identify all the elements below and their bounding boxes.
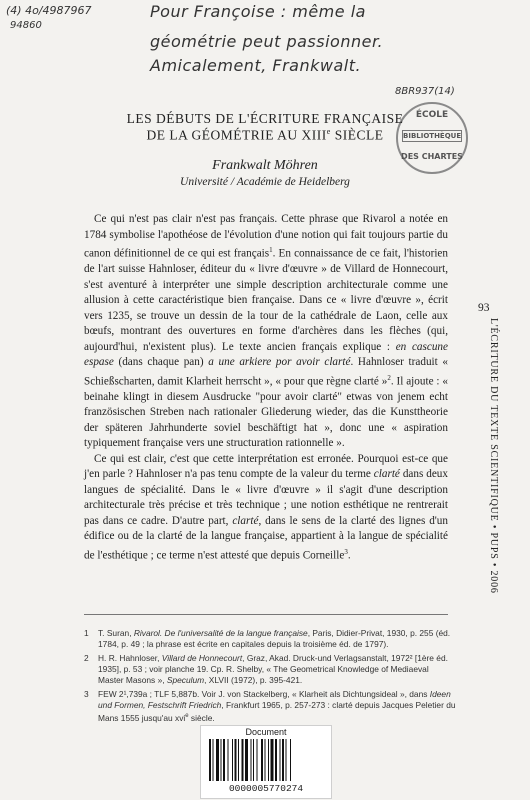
barcode-number: 0000005770274	[228, 783, 304, 794]
running-head: L'ÉCRITURE DU TEXTE SCIENTIFIQUE • PUPS • 2006	[488, 318, 499, 594]
footnote-2: 2 H. R. Hahnloser, Villard de Honnecourt, Graz, Akad. Druck-und Verlagsanstalt, 1972² [1ère éd. 1935], p. 53 ; voir planche 19. Cp. R. Shelby, « The Geometrical Knowledge of Mediaeval Master Masons », Speculum, XLVII (1972), p. 395-421.	[84, 653, 448, 685]
article-title-line-2: DE LA GÉOMÉTRIE AU XIIIe SIÈCLE	[146, 127, 384, 143]
shelfmark-right: 8BR937(14)	[395, 86, 455, 97]
author-name: Frankwalt Möhren	[212, 158, 318, 173]
barcode-label	[200, 725, 332, 799]
footnotes	[84, 628, 456, 727]
footnote-3: 3 FEW 2¹,739a ; TLF 5,887b. Voir J. von Stackelberg, « Klarheit als Dichtungsideal », dans Ideen und Formen, Festschrift Friedrich, Frankfurt 1965, p. 257-273 : clarté depuis Jacques Peletier du Mans 1555 jusqu'au xvi$^e$ siècle.	[84, 689, 456, 723]
article-title-line-1: LES DÉBUTS DE L'ÉCRITURE FRANÇAISE	[126, 111, 404, 126]
shelfmark-second: 94860	[10, 20, 42, 31]
dedication-line-2: géométrie peut passionner.	[150, 32, 384, 51]
stamp-top-text: ÉCOLE	[415, 110, 449, 120]
footnote-rule	[84, 614, 448, 615]
dedication-line-3: Amicalement, Frankwalt.	[150, 56, 362, 75]
article-body	[84, 212, 448, 564]
stamp-middle-text: BIBLIOTHÈQUE	[403, 132, 462, 140]
stamp-bottom-text: DES CHARTES	[401, 152, 463, 161]
author-affiliation: Université / Académie de Heidelberg	[180, 176, 350, 188]
paragraph-2: Ce qui est clair, c'est que cette interprétation est erronée. Pourquoi est-ce que j'en parle ? Hahnloser n'a pas tenu compte de la valeur du terme clarté dans deux langues de spécialité. Dans le « livre d'œuvre » il s'agit d'une description architecturale très précise et très technique ; une notion esthétique ne rentrerait pas dans ce cadre. D'autre part, clarté, dans le sens de la clarté des lignes d'un édifice ou de la clarté de la langue française, appartient à la langue de spécialité de l'esthétique ; ce terme n'est attesté que depuis Corneille$^3$.	[84, 452, 448, 562]
paragraph-1: Ce qui n'est pas clair n'est pas français. Cette phrase que Rivarol a notée en 1784 symbolise l'apothéose de l'évolution d'une notion qui fait toujours partie du canon définitionnel de ce qui est français$^1$. En connaissance de ce fait, l'historien de l'art suisse Hahnloser, éditeur du « livre d'œuvre » de Villard de Honnecourt, s'est aventuré à interpréter une simple description architecturale comme une allusion à cette caractéristique bien française. Dans ce « livre d'œuvre », écrit vers 1235, se trouve un dessin de la tour de la cathédrale de Laon, celle aux bœufs, montrant des ouvertures en forme d'archères dans les flèches (qui, aujourd'hui, n'existent plus). Le texte ancien français explique : en cascune espase (dans chaque pan) a une arkiere por avoir clarté. Hahnloser traduit « Schießscharten, damit Klarheit herrscht », « pour que règne clarté »$^2$. Il ajoute : « beinahe klingt in diesem Ausdrucke "pour avoir clarté" etwas von jenem echt französischen Streben nach rationaler Gliederung wieder, das die Kunsttheorie der späteren Jahrhunderte soviel beschäftigt hat », donc une « aspiration typiquement française vers une structuration rationnelle ».	[84, 213, 449, 450]
page-number: 93	[478, 302, 490, 314]
barcode-icon	[209, 739, 323, 781]
shelfmark-top: (4) 4o/4987967	[6, 4, 92, 17]
dedication-line-1: Pour Françoise : même la	[150, 2, 366, 21]
footnote-1: 1 T. Suran, Rivarol. De l'universalité de la langue française, Paris, Didier-Privat, 1930, p. 255 (éd. 1784, p. 49 ; la phrase est écrite en capitales depuis la troisième éd. de 1797).	[84, 628, 451, 649]
barcode-title: Document	[245, 727, 287, 737]
